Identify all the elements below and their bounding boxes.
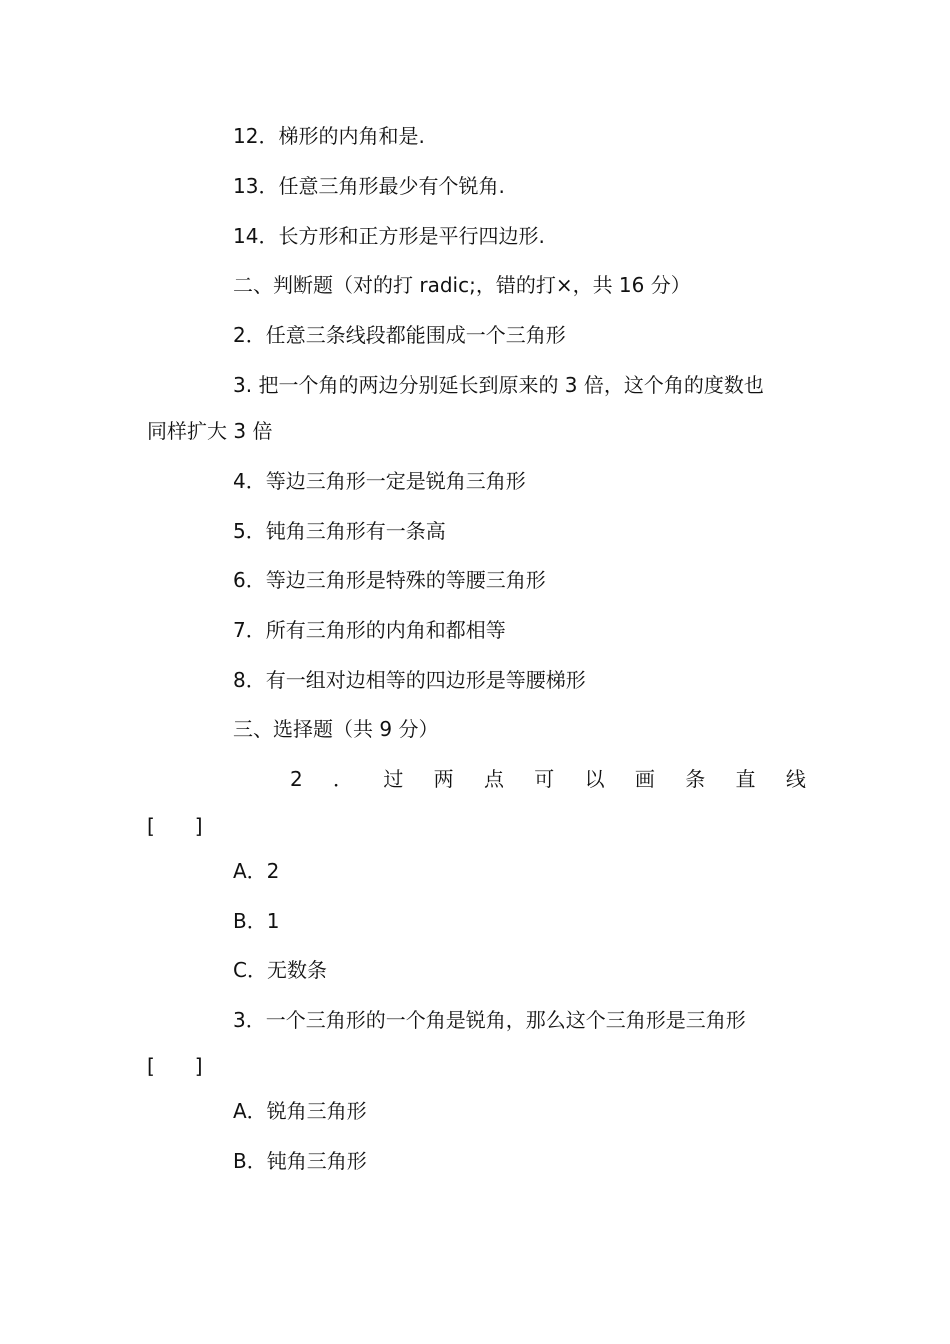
judgement-4: 4．等边三角形一定是锐角三角形 <box>233 469 526 493</box>
choice-3-question: 3．一个三角形的一个角是锐角，那么这个三角形是三角形 <box>233 1008 746 1032</box>
judgement-2: 2．任意三条线段都能围成一个三角形 <box>233 323 566 347</box>
choice-3-option-b: B．钝角三角形 <box>233 1149 367 1173</box>
question-13: 13．任意三角形最少有个锐角. <box>233 174 505 198</box>
choice-3-option-a: A．锐角三角形 <box>233 1099 367 1123</box>
choice-2-char: 两 <box>433 767 454 791</box>
choice-2-option-c: C．无数条 <box>233 958 327 982</box>
judgement-6: 6．等边三角形是特殊的等腰三角形 <box>233 568 546 592</box>
section-choice-heading: 三、选择题（共 9 分） <box>233 717 439 741</box>
choice-2-char: 以 <box>584 767 605 791</box>
choice-2-question <box>290 765 806 793</box>
choice-2-char: 点 <box>483 767 504 791</box>
choice-2-char: 直 <box>735 767 756 791</box>
judgement-8: 8．有一组对边相等的四边形是等腰梯形 <box>233 668 586 692</box>
choice-2-char: 线 <box>785 767 806 791</box>
choice-2-char: 过 <box>383 767 404 791</box>
choice-2-char: 2 <box>290 767 303 791</box>
judgement-3-line1: 3. 把一个角的两边分别延长到原来的 3 倍，这个角的度数也 <box>233 373 764 397</box>
judgement-7: 7．所有三角形的内角和都相等 <box>233 618 506 642</box>
question-14: 14．长方形和正方形是平行四边形. <box>233 224 545 248</box>
choice-2-answer-bracket: [ ] <box>147 814 203 838</box>
question-12: 12．梯形的内角和是. <box>233 124 425 148</box>
choice-2-option-a: A．2 <box>233 859 280 883</box>
choice-2-char: ． <box>333 767 354 791</box>
judgement-5: 5．钝角三角形有一条高 <box>233 519 446 543</box>
choice-2-char: 画 <box>634 767 655 791</box>
choice-3-answer-bracket: [ ] <box>147 1054 203 1078</box>
judgement-3-line2: 同样扩大 3 倍 <box>147 419 273 443</box>
choice-2-option-b: B．1 <box>233 909 280 933</box>
choice-2-char: 可 <box>534 767 555 791</box>
choice-2-char: 条 <box>685 767 706 791</box>
section-judgement-heading: 二、判断题（对的打 radic;，错的打×，共 16 分） <box>233 273 691 297</box>
